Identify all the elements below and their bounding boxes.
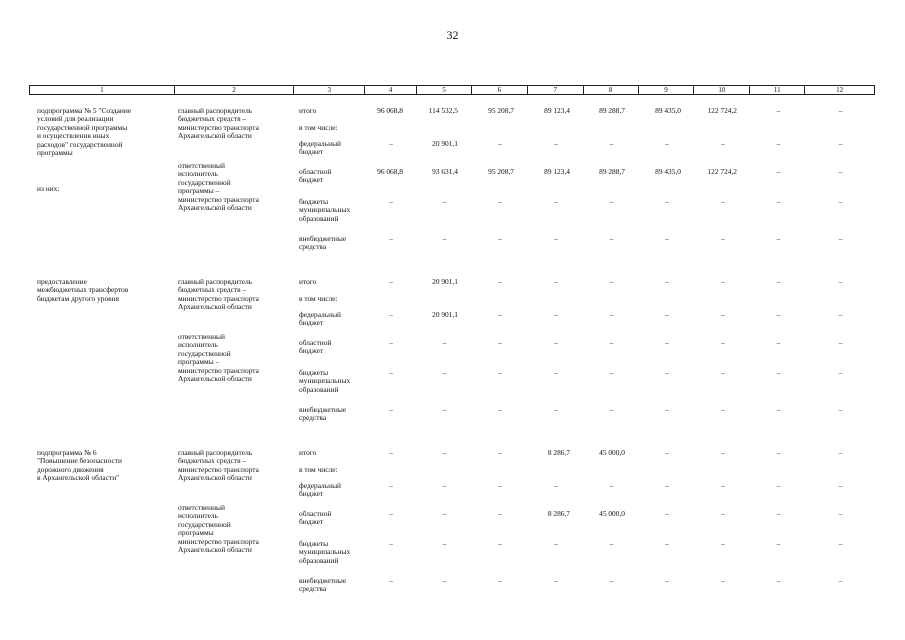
row-value: – <box>554 368 558 377</box>
header-col-5: 5 <box>417 86 472 94</box>
row-value: – <box>389 539 393 548</box>
program-name-line: государственной программы <box>37 122 128 132</box>
row-label: внебюджетные <box>299 576 347 585</box>
row-value: – <box>838 539 843 548</box>
org-line: министерство транспорта <box>178 365 259 375</box>
row-value: – <box>498 509 502 518</box>
row-value: – <box>838 481 843 490</box>
row-value: – <box>609 405 614 414</box>
row-label: в том числе: <box>299 123 338 132</box>
row-value: – <box>838 448 843 457</box>
row-value: – <box>389 448 393 457</box>
row-value: – <box>442 509 447 518</box>
row-value: 20 901,1 <box>432 310 458 319</box>
header-col-1: 1 <box>30 86 175 94</box>
org-line: министерство транспорта <box>178 464 259 474</box>
program-name-line: в Архангельской области" <box>37 473 120 483</box>
row-value: – <box>665 481 669 490</box>
row-value: – <box>389 576 393 585</box>
org-line: министерство транспорта <box>178 122 259 132</box>
row-label: внебюджетные <box>299 405 347 414</box>
org-line: программы – <box>178 357 220 367</box>
row-label: образований <box>299 384 339 394</box>
row-value: – <box>776 448 781 457</box>
row-value: – <box>389 338 393 347</box>
header-col-2: 2 <box>175 86 295 94</box>
row-value: – <box>838 338 843 347</box>
row-value: – <box>721 277 725 286</box>
row-value: – <box>776 539 781 548</box>
row-value: – <box>442 234 447 243</box>
row-label: областной <box>299 338 332 347</box>
header-col-9: 9 <box>639 86 695 94</box>
org-line: Архангельской области <box>178 374 252 383</box>
row-value: – <box>776 509 781 518</box>
row-value: – <box>776 405 781 414</box>
row-label: бюджет <box>299 489 324 499</box>
row-value: – <box>776 576 781 585</box>
row-value: 8 286,7 <box>547 448 570 457</box>
org-line: ответственный <box>178 503 225 512</box>
row-value: – <box>665 539 669 548</box>
row-value: 89 435,0 <box>655 106 681 115</box>
program-name-line: межбюджетных трансфертов <box>37 285 129 295</box>
org-line: министерство транспорта <box>178 293 259 303</box>
row-label: федеральный <box>299 139 341 148</box>
org-line: программы – <box>178 186 220 196</box>
row-value: – <box>721 509 725 518</box>
row-value: – <box>498 448 502 457</box>
row-value: – <box>776 106 781 115</box>
org-line: исполнитель <box>178 340 218 350</box>
org-line: Архангельской области <box>178 545 252 554</box>
row-label: бюджет <box>299 147 324 157</box>
row-value: – <box>498 576 502 585</box>
org-line: министерство транспорта <box>178 194 259 204</box>
org-line: программы <box>178 528 214 538</box>
row-value: – <box>442 338 447 347</box>
header-col-12: 12 <box>836 86 844 94</box>
program-name-line: подпрограмма № 5 "Создание <box>37 106 132 115</box>
row-value: 96 068,8 <box>377 167 403 176</box>
org-line: главный распорядитель <box>178 277 253 286</box>
row-value: – <box>609 197 614 206</box>
row-value: – <box>389 368 393 377</box>
row-value: 89 288,7 <box>599 106 625 115</box>
row-label: бюджет <box>299 346 324 356</box>
row-value: – <box>776 234 781 243</box>
program-name-line: условий для реализации <box>37 114 114 124</box>
row-value: 89 123,4 <box>544 106 570 115</box>
row-value: 20 901,1 <box>432 277 458 286</box>
row-value: – <box>721 405 725 414</box>
row-value: – <box>609 277 614 286</box>
row-value: – <box>389 405 393 414</box>
header-col-10: 10 <box>694 86 750 94</box>
row-label: федеральный <box>299 310 341 319</box>
row-value: – <box>838 368 843 377</box>
row-value: – <box>389 277 393 286</box>
header-col-4: 4 <box>365 86 417 94</box>
program-name-line: дорожного движения <box>37 464 104 474</box>
row-value: – <box>389 481 393 490</box>
row-value: – <box>609 234 614 243</box>
row-value: – <box>838 106 843 115</box>
row-value: – <box>609 368 614 377</box>
org-line: исполнитель <box>178 511 218 521</box>
row-value: – <box>498 368 502 377</box>
program-name-line: и осуществления иных <box>37 131 110 141</box>
row-value: 93 631,4 <box>432 167 458 176</box>
org-line: бюджетных средств – <box>178 285 247 295</box>
row-label: муниципальных <box>299 205 351 215</box>
row-value: 89 435,0 <box>655 167 681 176</box>
row-value: 122 724,2 <box>707 167 737 176</box>
page-number: 32 <box>446 28 459 42</box>
row-value: – <box>498 338 502 347</box>
org-line: исполнитель <box>178 169 218 179</box>
row-label: образований <box>299 555 339 565</box>
row-label: итого <box>299 106 317 115</box>
row-value: 20 901,1 <box>432 139 458 148</box>
org-line: государственной <box>178 348 231 358</box>
org-line: главный распорядитель <box>178 448 253 457</box>
program-name-line: "Повышение безопасности <box>37 456 122 466</box>
header-col-6: 6 <box>472 86 528 94</box>
row-value: 45 000,0 <box>599 509 625 518</box>
row-value: – <box>665 310 669 319</box>
row-value: – <box>665 277 669 286</box>
row-value: – <box>838 310 843 319</box>
row-value: – <box>838 509 843 518</box>
program-name-line: программы <box>37 148 73 157</box>
row-value: – <box>554 234 558 243</box>
row-value: – <box>665 448 669 457</box>
row-value: – <box>665 197 669 206</box>
org-line: министерство транспорта <box>178 536 259 546</box>
row-value: 114 532,5 <box>428 106 458 115</box>
row-value: – <box>776 481 781 490</box>
row-value: – <box>838 167 843 176</box>
row-value: – <box>554 197 558 206</box>
header-col-7: 7 <box>528 86 584 94</box>
row-value: – <box>498 234 502 243</box>
row-label: образований <box>299 213 339 223</box>
row-value: 45 000,0 <box>599 448 625 457</box>
org-line: ответственный <box>178 332 225 341</box>
row-value: – <box>498 277 502 286</box>
program-name-line: бюджетам другого уровня <box>37 293 119 303</box>
row-value: 122 724,2 <box>707 106 737 115</box>
row-value: – <box>776 368 781 377</box>
row-value: – <box>721 310 725 319</box>
row-value: – <box>665 509 669 518</box>
header-col-3: 3 <box>294 86 365 94</box>
row-label: федеральный <box>299 481 341 490</box>
row-value: – <box>665 139 669 148</box>
row-value: – <box>721 481 725 490</box>
row-value: – <box>776 277 781 286</box>
row-label: бюджеты <box>299 197 329 206</box>
row-label: средства <box>299 413 327 423</box>
table-header-row <box>29 85 875 95</box>
row-value: – <box>442 197 447 206</box>
row-value: – <box>721 448 725 457</box>
header-col-11: 11 <box>750 86 805 94</box>
row-value: – <box>389 139 393 148</box>
org-line: Архангельской области <box>178 203 252 212</box>
subitems-label: из них: <box>37 184 60 193</box>
org-line: Архангельской области <box>178 473 252 483</box>
org-line: Архангельской области <box>178 131 252 141</box>
row-value: – <box>498 405 502 414</box>
row-value: – <box>609 338 614 347</box>
row-value: – <box>442 405 447 414</box>
row-value: – <box>609 539 614 548</box>
row-value: – <box>665 576 669 585</box>
row-value: – <box>389 509 393 518</box>
org-line: государственной <box>178 519 231 529</box>
row-value: – <box>838 197 843 206</box>
row-label: средства <box>299 242 327 252</box>
row-value: – <box>721 234 725 243</box>
row-value: – <box>776 167 781 176</box>
row-value: – <box>442 539 447 548</box>
row-value: – <box>776 139 781 148</box>
row-value: – <box>721 197 725 206</box>
row-label: средства <box>299 584 327 594</box>
row-label: внебюджетные <box>299 234 347 243</box>
program-name-line: подпрограмма № 6 <box>37 448 97 457</box>
row-label: бюджет <box>299 175 324 185</box>
row-value: – <box>665 338 669 347</box>
row-label: в том числе: <box>299 465 338 474</box>
row-value: – <box>838 576 843 585</box>
row-value: – <box>554 405 558 414</box>
row-value: – <box>498 539 502 548</box>
row-value: – <box>498 139 502 148</box>
header-col-8: 8 <box>584 86 639 94</box>
row-value: – <box>554 539 558 548</box>
row-value: – <box>389 310 393 319</box>
row-value: – <box>554 277 558 286</box>
program-name-line: расходов" государственной <box>37 139 123 149</box>
row-label: в том числе: <box>299 294 338 303</box>
org-line: бюджетных средств – <box>178 456 247 466</box>
row-label: бюджеты <box>299 368 329 377</box>
org-line: Архангельской области <box>178 302 252 312</box>
row-label: муниципальных <box>299 547 351 557</box>
row-value: – <box>442 481 447 490</box>
row-label: муниципальных <box>299 376 351 386</box>
row-value: – <box>609 139 614 148</box>
row-value: – <box>609 481 614 490</box>
row-value: – <box>554 338 558 347</box>
row-value: 95 208,7 <box>488 106 514 115</box>
org-line: государственной <box>178 177 231 187</box>
org-line: главный распорядитель <box>178 106 253 115</box>
program-name-line: предоставление <box>37 277 87 286</box>
row-value: – <box>554 481 558 490</box>
row-value: – <box>442 576 447 585</box>
row-value: – <box>554 576 558 585</box>
row-value: – <box>442 368 447 377</box>
row-value: – <box>609 576 614 585</box>
row-label: бюджет <box>299 517 324 527</box>
row-label: итого <box>299 448 317 457</box>
row-value: – <box>498 481 502 490</box>
row-value: 96 068,8 <box>377 106 403 115</box>
org-line: ответственный <box>178 161 225 170</box>
row-label: областной <box>299 167 332 176</box>
row-value: – <box>498 197 502 206</box>
row-value: – <box>665 368 669 377</box>
row-value: – <box>776 338 781 347</box>
row-value: – <box>389 234 393 243</box>
row-value: – <box>665 234 669 243</box>
row-value: 89 288,7 <box>599 167 625 176</box>
row-value: – <box>721 139 725 148</box>
row-value: – <box>721 539 725 548</box>
row-value: – <box>776 197 781 206</box>
row-value: – <box>838 234 843 243</box>
row-value: 8 286,7 <box>547 509 570 518</box>
row-value: – <box>609 310 614 319</box>
row-label: бюджеты <box>299 539 329 548</box>
row-value: 89 123,4 <box>544 167 570 176</box>
row-value: – <box>498 310 502 319</box>
row-value: – <box>554 139 558 148</box>
row-label: бюджет <box>299 318 324 328</box>
row-value: – <box>838 277 843 286</box>
row-value: – <box>776 310 781 319</box>
row-value: – <box>721 576 725 585</box>
row-value: – <box>838 405 843 414</box>
row-value: – <box>721 368 725 377</box>
row-label: итого <box>299 277 317 286</box>
row-value: – <box>838 139 843 148</box>
row-label: областной <box>299 509 332 518</box>
row-value: – <box>665 405 669 414</box>
org-line: бюджетных средств – <box>178 114 247 124</box>
row-value: – <box>721 338 725 347</box>
row-value: – <box>554 310 558 319</box>
row-value: – <box>442 448 447 457</box>
row-value: – <box>389 197 393 206</box>
row-value: 95 208,7 <box>488 167 514 176</box>
